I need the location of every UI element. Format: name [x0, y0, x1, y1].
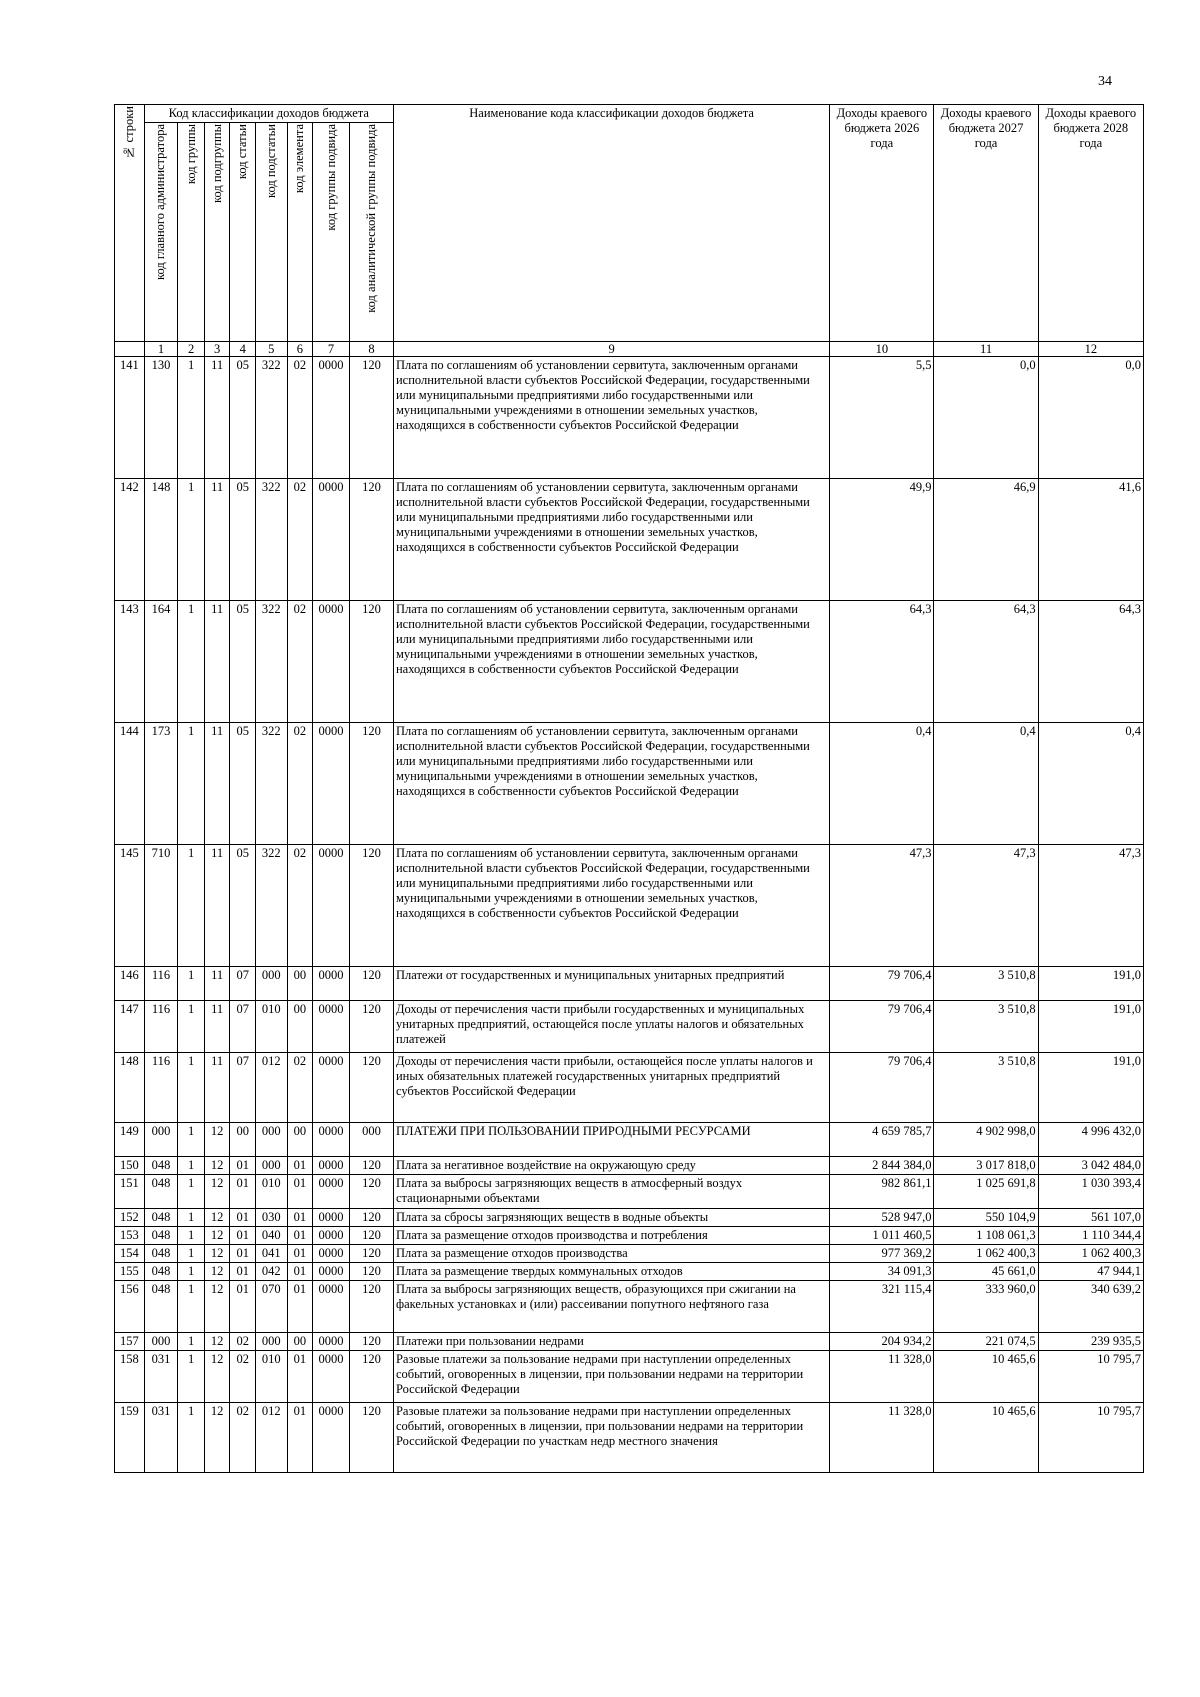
- column-number: 5: [255, 342, 287, 357]
- group-code-cell: 1: [178, 1403, 205, 1473]
- revenue-2026-cell: 4 659 785,7: [830, 1123, 934, 1157]
- table-row: [115, 357, 1144, 479]
- table-row: [115, 1351, 1144, 1403]
- subgroup-code-cell: 12: [204, 1209, 230, 1227]
- analytic-group-code-cell: 120: [349, 967, 393, 1001]
- revenue-2027-cell: 3 017 818,0: [934, 1157, 1038, 1175]
- column-number: 4: [230, 342, 256, 357]
- header-group-code: код группы: [178, 123, 205, 342]
- header-article-code: код статьи: [230, 123, 256, 342]
- table-row: [115, 479, 1144, 601]
- admin-code-cell: 130: [144, 357, 178, 479]
- revenue-2028-cell: 191,0: [1038, 967, 1143, 1001]
- analytic-group-code-cell: 120: [349, 1175, 393, 1209]
- analytic-group-code-cell: 120: [349, 357, 393, 479]
- revenue-2028-cell: 340 639,2: [1038, 1281, 1143, 1333]
- code-name-cell: Платежи от государственных и муниципальных унитарных предприятий: [393, 967, 829, 1001]
- code-name-cell: Плата за размещение твердых коммунальных отходов: [393, 1263, 829, 1281]
- revenue-2027-cell: 47,3: [934, 845, 1038, 967]
- header-subtype-group-code: код группы подвида: [313, 123, 350, 342]
- revenue-2027-cell: 46,9: [934, 479, 1038, 601]
- element-code-cell: 01: [287, 1351, 313, 1403]
- subtype-group-code-cell: 0000: [313, 1281, 350, 1333]
- subgroup-code-cell: 12: [204, 1227, 230, 1245]
- article-code-cell: 01: [230, 1281, 256, 1333]
- row-number-cell: 157: [115, 1333, 145, 1351]
- row-number-cell: 148: [115, 1053, 145, 1123]
- column-number: 2: [178, 342, 205, 357]
- element-code-cell: 01: [287, 1227, 313, 1245]
- group-code-cell: 1: [178, 1333, 205, 1351]
- element-code-cell: 00: [287, 1333, 313, 1351]
- subgroup-code-cell: 12: [204, 1245, 230, 1263]
- subtype-group-code-cell: 0000: [313, 723, 350, 845]
- revenue-2027-cell: 64,3: [934, 601, 1038, 723]
- subgroup-code-cell: 11: [204, 845, 230, 967]
- revenue-2028-cell: 10 795,7: [1038, 1351, 1143, 1403]
- revenue-2028-cell: 191,0: [1038, 1053, 1143, 1123]
- code-name-cell: ПЛАТЕЖИ ПРИ ПОЛЬЗОВАНИИ ПРИРОДНЫМИ РЕСУРСАМИ: [393, 1123, 829, 1157]
- subtype-group-code-cell: 0000: [313, 1053, 350, 1123]
- admin-code-cell: 048: [144, 1263, 178, 1281]
- subarticle-code-cell: 322: [255, 357, 287, 479]
- subarticle-code-cell: 070: [255, 1281, 287, 1333]
- element-code-cell: 02: [287, 601, 313, 723]
- subtype-group-code-cell: 0000: [313, 1123, 350, 1157]
- element-code-cell: 01: [287, 1209, 313, 1227]
- row-number-cell: 146: [115, 967, 145, 1001]
- subgroup-code-cell: 11: [204, 967, 230, 1001]
- article-code-cell: 05: [230, 845, 256, 967]
- element-code-cell: 00: [287, 1001, 313, 1053]
- row-number-cell: 155: [115, 1263, 145, 1281]
- admin-code-cell: 048: [144, 1227, 178, 1245]
- header-year-2027: Доходы краевого бюджета 2027 года: [934, 105, 1038, 342]
- row-number-cell: 142: [115, 479, 145, 601]
- revenue-2026-cell: 321 115,4: [830, 1281, 934, 1333]
- table-header: [115, 105, 1144, 357]
- table-row: [115, 1001, 1144, 1053]
- row-number-cell: 151: [115, 1175, 145, 1209]
- group-code-cell: 1: [178, 1209, 205, 1227]
- article-code-cell: 01: [230, 1209, 256, 1227]
- row-number-cell: 149: [115, 1123, 145, 1157]
- revenue-2027-cell: 0,4: [934, 723, 1038, 845]
- group-code-cell: 1: [178, 1263, 205, 1281]
- revenue-2026-cell: 204 934,2: [830, 1333, 934, 1351]
- article-code-cell: 01: [230, 1157, 256, 1175]
- column-number: 10: [830, 342, 934, 357]
- article-code-cell: 05: [230, 357, 256, 479]
- column-number: 3: [204, 342, 230, 357]
- subtype-group-code-cell: 0000: [313, 479, 350, 601]
- admin-code-cell: 031: [144, 1351, 178, 1403]
- subarticle-code-cell: 030: [255, 1209, 287, 1227]
- article-code-cell: 01: [230, 1227, 256, 1245]
- admin-code-cell: 164: [144, 601, 178, 723]
- article-code-cell: 05: [230, 479, 256, 601]
- admin-code-cell: 148: [144, 479, 178, 601]
- admin-code-cell: 116: [144, 1001, 178, 1053]
- revenue-2027-cell: 3 510,8: [934, 967, 1038, 1001]
- subgroup-code-cell: 12: [204, 1263, 230, 1281]
- subtype-group-code-cell: 0000: [313, 357, 350, 479]
- element-code-cell: 01: [287, 1175, 313, 1209]
- group-code-cell: 1: [178, 479, 205, 601]
- subtype-group-code-cell: 0000: [313, 1403, 350, 1473]
- subtype-group-code-cell: 0000: [313, 601, 350, 723]
- analytic-group-code-cell: 120: [349, 1053, 393, 1123]
- revenue-2028-cell: 1 062 400,3: [1038, 1245, 1143, 1263]
- column-number: 11: [934, 342, 1038, 357]
- element-code-cell: 00: [287, 1123, 313, 1157]
- header-subgroup-code: код подгруппы: [204, 123, 230, 342]
- revenue-2026-cell: 5,5: [830, 357, 934, 479]
- admin-code-cell: 000: [144, 1333, 178, 1351]
- code-name-cell: Плата за сбросы загрязняющих веществ в водные объекты: [393, 1209, 829, 1227]
- subtype-group-code-cell: 0000: [313, 1157, 350, 1175]
- analytic-group-code-cell: 120: [349, 1403, 393, 1473]
- subtype-group-code-cell: 0000: [313, 1227, 350, 1245]
- analytic-group-code-cell: 120: [349, 1281, 393, 1333]
- admin-code-cell: 116: [144, 967, 178, 1001]
- revenue-2028-cell: 3 042 484,0: [1038, 1157, 1143, 1175]
- subarticle-code-cell: 042: [255, 1263, 287, 1281]
- revenue-2026-cell: 1 011 460,5: [830, 1227, 934, 1245]
- header-code-name: Наименование кода классификации доходов бюджета: [393, 105, 829, 342]
- admin-code-cell: 048: [144, 1175, 178, 1209]
- subarticle-code-cell: 000: [255, 1157, 287, 1175]
- element-code-cell: 01: [287, 1245, 313, 1263]
- analytic-group-code-cell: 120: [349, 601, 393, 723]
- admin-code-cell: 048: [144, 1157, 178, 1175]
- subtype-group-code-cell: 0000: [313, 1209, 350, 1227]
- revenue-2028-cell: 4 996 432,0: [1038, 1123, 1143, 1157]
- code-name-cell: Доходы от перечисления части прибыли, остающейся после уплаты налогов и иных обязательных платежей государственных унитарных предприятий субъектов Российской Федерации: [393, 1053, 829, 1123]
- subarticle-code-cell: 012: [255, 1053, 287, 1123]
- article-code-cell: 07: [230, 967, 256, 1001]
- subarticle-code-cell: 322: [255, 601, 287, 723]
- table-row: [115, 1227, 1144, 1245]
- revenue-2028-cell: 1 030 393,4: [1038, 1175, 1143, 1209]
- analytic-group-code-cell: 120: [349, 1263, 393, 1281]
- admin-code-cell: 048: [144, 1245, 178, 1263]
- revenue-2028-cell: 64,3: [1038, 601, 1143, 723]
- subgroup-code-cell: 12: [204, 1333, 230, 1351]
- analytic-group-code-cell: 000: [349, 1123, 393, 1157]
- subgroup-code-cell: 12: [204, 1281, 230, 1333]
- revenue-2027-cell: 1 062 400,3: [934, 1245, 1038, 1263]
- table-row: [115, 967, 1144, 1001]
- element-code-cell: 02: [287, 357, 313, 479]
- row-number-cell: 141: [115, 357, 145, 479]
- analytic-group-code-cell: 120: [349, 1351, 393, 1403]
- revenue-2028-cell: 239 935,5: [1038, 1333, 1143, 1351]
- revenue-2026-cell: 528 947,0: [830, 1209, 934, 1227]
- subarticle-code-cell: 000: [255, 1123, 287, 1157]
- revenue-2028-cell: 47,3: [1038, 845, 1143, 967]
- page-number: 34: [1098, 74, 1112, 89]
- subarticle-code-cell: 012: [255, 1403, 287, 1473]
- subarticle-code-cell: 000: [255, 967, 287, 1001]
- analytic-group-code-cell: 120: [349, 1209, 393, 1227]
- element-code-cell: 02: [287, 845, 313, 967]
- article-code-cell: 02: [230, 1403, 256, 1473]
- table-row: [115, 1245, 1144, 1263]
- revenue-2028-cell: 0,4: [1038, 723, 1143, 845]
- column-number: 7: [313, 342, 350, 357]
- element-code-cell: 02: [287, 723, 313, 845]
- subarticle-code-cell: 041: [255, 1245, 287, 1263]
- revenue-2028-cell: 41,6: [1038, 479, 1143, 601]
- row-number-cell: 145: [115, 845, 145, 967]
- article-code-cell: 07: [230, 1053, 256, 1123]
- code-name-cell: Плата за выбросы загрязняющих веществ, образующихся при сжигании на факельных установках и (или) рассеивании попутного нефтяного газа: [393, 1281, 829, 1333]
- subtype-group-code-cell: 0000: [313, 1245, 350, 1263]
- analytic-group-code-cell: 120: [349, 1245, 393, 1263]
- table-row: [115, 845, 1144, 967]
- row-number-cell: 159: [115, 1403, 145, 1473]
- revenue-2028-cell: 1 110 344,4: [1038, 1227, 1143, 1245]
- subgroup-code-cell: 11: [204, 601, 230, 723]
- subgroup-code-cell: 11: [204, 1053, 230, 1123]
- article-code-cell: 05: [230, 601, 256, 723]
- article-code-cell: 01: [230, 1245, 256, 1263]
- row-number-cell: 154: [115, 1245, 145, 1263]
- subtype-group-code-cell: 0000: [313, 845, 350, 967]
- element-code-cell: 01: [287, 1281, 313, 1333]
- group-code-cell: 1: [178, 1053, 205, 1123]
- element-code-cell: 00: [287, 967, 313, 1001]
- revenue-2027-cell: 10 465,6: [934, 1403, 1038, 1473]
- group-code-cell: 1: [178, 601, 205, 723]
- revenue-2028-cell: 0,0: [1038, 357, 1143, 479]
- row-number-cell: 158: [115, 1351, 145, 1403]
- table-row: [115, 1209, 1144, 1227]
- column-number: 8: [349, 342, 393, 357]
- group-code-cell: 1: [178, 1001, 205, 1053]
- element-code-cell: 01: [287, 1403, 313, 1473]
- revenue-2028-cell: 191,0: [1038, 1001, 1143, 1053]
- article-code-cell: 01: [230, 1175, 256, 1209]
- admin-code-cell: 000: [144, 1123, 178, 1157]
- subgroup-code-cell: 12: [204, 1175, 230, 1209]
- code-name-cell: Доходы от перечисления части прибыли государственных и муниципальных унитарных предприятий, остающейся после уплаты налогов и обязательных платежей: [393, 1001, 829, 1053]
- code-name-cell: Плата за выбросы загрязняющих веществ в атмосферный воздух стационарными объектами: [393, 1175, 829, 1209]
- subgroup-code-cell: 12: [204, 1123, 230, 1157]
- group-code-cell: 1: [178, 1175, 205, 1209]
- code-name-cell: Разовые платежи за пользование недрами при наступлении определенных событий, оговоренных в лицензии, при пользовании недрами на территории Российской Федерации: [393, 1351, 829, 1403]
- subtype-group-code-cell: 0000: [313, 967, 350, 1001]
- table-row: [115, 1333, 1144, 1351]
- header-analytic-group-code: код аналитической группы подвида: [349, 123, 393, 342]
- subarticle-code-cell: 010: [255, 1001, 287, 1053]
- code-name-cell: Плата за негативное воздействие на окружающую среду: [393, 1157, 829, 1175]
- subarticle-code-cell: 010: [255, 1351, 287, 1403]
- admin-code-cell: 031: [144, 1403, 178, 1473]
- revenue-2026-cell: 977 369,2: [830, 1245, 934, 1263]
- code-name-cell: Плата по соглашениям об установлении сервитута, заключенным органами исполнительной власти субъектов Российской Федерации, государственными или муниципальными предприятиями либо государственными или муниципальными учреждениями в отношении земельных участков, находящихся в собственности субъектов Российской Федерации: [393, 723, 829, 845]
- subgroup-code-cell: 12: [204, 1157, 230, 1175]
- analytic-group-code-cell: 120: [349, 1227, 393, 1245]
- group-code-cell: 1: [178, 1245, 205, 1263]
- group-code-cell: 1: [178, 357, 205, 479]
- column-number: [115, 342, 145, 357]
- table-row: [115, 1263, 1144, 1281]
- table-body: [115, 357, 1144, 1473]
- group-code-cell: 1: [178, 1351, 205, 1403]
- table-row: [115, 1123, 1144, 1157]
- table-row: [115, 1175, 1144, 1209]
- revenue-2026-cell: 2 844 384,0: [830, 1157, 934, 1175]
- analytic-group-code-cell: 120: [349, 723, 393, 845]
- row-number-cell: 156: [115, 1281, 145, 1333]
- revenue-2027-cell: 333 960,0: [934, 1281, 1038, 1333]
- subgroup-code-cell: 11: [204, 479, 230, 601]
- revenue-2026-cell: 34 091,3: [830, 1263, 934, 1281]
- revenue-2028-cell: 47 944,1: [1038, 1263, 1143, 1281]
- header-year-2028: Доходы краевого бюджета 2028 года: [1038, 105, 1143, 342]
- revenue-2026-cell: 47,3: [830, 845, 934, 967]
- revenue-2026-cell: 79 706,4: [830, 967, 934, 1001]
- admin-code-cell: 048: [144, 1281, 178, 1333]
- subgroup-code-cell: 11: [204, 357, 230, 479]
- subtype-group-code-cell: 0000: [313, 1263, 350, 1281]
- revenue-2027-cell: 0,0: [934, 357, 1038, 479]
- group-code-cell: 1: [178, 845, 205, 967]
- revenue-2027-cell: 10 465,6: [934, 1351, 1038, 1403]
- element-code-cell: 01: [287, 1263, 313, 1281]
- revenue-2028-cell: 561 107,0: [1038, 1209, 1143, 1227]
- element-code-cell: 02: [287, 1053, 313, 1123]
- table-row: [115, 723, 1144, 845]
- code-name-cell: Плата за размещение отходов производства: [393, 1245, 829, 1263]
- column-numbers-row: [115, 342, 1144, 357]
- admin-code-cell: 116: [144, 1053, 178, 1123]
- column-number: 12: [1038, 342, 1143, 357]
- revenue-2027-cell: 3 510,8: [934, 1053, 1038, 1123]
- group-code-cell: 1: [178, 1123, 205, 1157]
- revenue-2026-cell: 982 861,1: [830, 1175, 934, 1209]
- header-admin-code: код главного администратора: [144, 123, 178, 342]
- subtype-group-code-cell: 0000: [313, 1001, 350, 1053]
- row-number-cell: 150: [115, 1157, 145, 1175]
- revenue-2026-cell: 0,4: [830, 723, 934, 845]
- analytic-group-code-cell: 120: [349, 479, 393, 601]
- subgroup-code-cell: 11: [204, 1001, 230, 1053]
- article-code-cell: 07: [230, 1001, 256, 1053]
- group-code-cell: 1: [178, 1281, 205, 1333]
- subarticle-code-cell: 010: [255, 1175, 287, 1209]
- table-row: [115, 1403, 1144, 1473]
- analytic-group-code-cell: 120: [349, 1157, 393, 1175]
- group-code-cell: 1: [178, 967, 205, 1001]
- table-row: [115, 1157, 1144, 1175]
- analytic-group-code-cell: 120: [349, 1001, 393, 1053]
- revenue-2027-cell: 1 108 061,3: [934, 1227, 1038, 1245]
- subtype-group-code-cell: 0000: [313, 1351, 350, 1403]
- column-number: 6: [287, 342, 313, 357]
- code-name-cell: Плата по соглашениям об установлении сервитута, заключенным органами исполнительной власти субъектов Российской Федерации, государственными или муниципальными предприятиями либо государственными или муниципальными учреждениями в отношении земельных участков, находящихся в собственности субъектов Российской Федерации: [393, 479, 829, 601]
- row-number-cell: 144: [115, 723, 145, 845]
- subtype-group-code-cell: 0000: [313, 1175, 350, 1209]
- code-name-cell: Плата по соглашениям об установлении сервитута, заключенным органами исполнительной власти субъектов Российской Федерации, государственными или муниципальными предприятиями либо государственными или муниципальными учреждениями в отношении земельных участков, находящихся в собственности субъектов Российской Федерации: [393, 601, 829, 723]
- revenue-2027-cell: 3 510,8: [934, 1001, 1038, 1053]
- subgroup-code-cell: 12: [204, 1403, 230, 1473]
- article-code-cell: 00: [230, 1123, 256, 1157]
- header-subarticle-code: код подстатьи: [255, 123, 287, 342]
- revenue-2026-cell: 79 706,4: [830, 1001, 934, 1053]
- header-year-2026: Доходы краевого бюджета 2026 года: [830, 105, 934, 342]
- revenue-2027-cell: 550 104,9: [934, 1209, 1038, 1227]
- subgroup-code-cell: 12: [204, 1351, 230, 1403]
- subarticle-code-cell: 000: [255, 1333, 287, 1351]
- column-number: 9: [393, 342, 829, 357]
- article-code-cell: 05: [230, 723, 256, 845]
- admin-code-cell: 710: [144, 845, 178, 967]
- row-number-cell: 152: [115, 1209, 145, 1227]
- admin-code-cell: 173: [144, 723, 178, 845]
- header-row-number: № строки: [115, 105, 145, 342]
- revenue-2026-cell: 64,3: [830, 601, 934, 723]
- analytic-group-code-cell: 120: [349, 845, 393, 967]
- article-code-cell: 01: [230, 1263, 256, 1281]
- table-row: [115, 1281, 1144, 1333]
- article-code-cell: 02: [230, 1333, 256, 1351]
- revenue-2028-cell: 10 795,7: [1038, 1403, 1143, 1473]
- revenue-2027-cell: 1 025 691,8: [934, 1175, 1038, 1209]
- revenue-2026-cell: 49,9: [830, 479, 934, 601]
- group-code-cell: 1: [178, 1227, 205, 1245]
- subgroup-code-cell: 11: [204, 723, 230, 845]
- article-code-cell: 02: [230, 1351, 256, 1403]
- subarticle-code-cell: 322: [255, 479, 287, 601]
- element-code-cell: 02: [287, 479, 313, 601]
- code-name-cell: Разовые платежи за пользование недрами при наступлении определенных событий, оговоренных в лицензии, при пользовании недрами на территории Российской Федерации по участкам недр местного значения: [393, 1403, 829, 1473]
- subarticle-code-cell: 322: [255, 723, 287, 845]
- header-code-group: Код классификации доходов бюджета: [144, 105, 393, 123]
- code-name-cell: Плата по соглашениям об установлении сервитута, заключенным органами исполнительной власти субъектов Российской Федерации, государственными или муниципальными предприятиями либо государственными или муниципальными учреждениями в отношении земельных участков, находящихся в собственности субъектов Российской Федерации: [393, 357, 829, 479]
- row-number-cell: 147: [115, 1001, 145, 1053]
- subarticle-code-cell: 040: [255, 1227, 287, 1245]
- code-name-cell: Плата за размещение отходов производства и потребления: [393, 1227, 829, 1245]
- group-code-cell: 1: [178, 723, 205, 845]
- row-number-cell: 143: [115, 601, 145, 723]
- revenue-2026-cell: 11 328,0: [830, 1351, 934, 1403]
- row-number-cell: 153: [115, 1227, 145, 1245]
- revenue-2026-cell: 11 328,0: [830, 1403, 934, 1473]
- code-name-cell: Платежи при пользовании недрами: [393, 1333, 829, 1351]
- revenue-2027-cell: 45 661,0: [934, 1263, 1038, 1281]
- revenue-2026-cell: 79 706,4: [830, 1053, 934, 1123]
- element-code-cell: 01: [287, 1157, 313, 1175]
- analytic-group-code-cell: 120: [349, 1333, 393, 1351]
- subtype-group-code-cell: 0000: [313, 1333, 350, 1351]
- column-number: 1: [144, 342, 178, 357]
- table-row: [115, 1053, 1144, 1123]
- subarticle-code-cell: 322: [255, 845, 287, 967]
- table-row: [115, 601, 1144, 723]
- admin-code-cell: 048: [144, 1209, 178, 1227]
- revenue-2027-cell: 4 902 998,0: [934, 1123, 1038, 1157]
- group-code-cell: 1: [178, 1157, 205, 1175]
- revenue-2027-cell: 221 074,5: [934, 1333, 1038, 1351]
- header-element-code: код элемента: [287, 123, 313, 342]
- code-name-cell: Плата по соглашениям об установлении сервитута, заключенным органами исполнительной власти субъектов Российской Федерации, государственными или муниципальными предприятиями либо государственными или муниципальными учреждениями в отношении земельных участков, находящихся в собственности субъектов Российской Федерации: [393, 845, 829, 967]
- budget-revenue-table: [114, 104, 1144, 1473]
